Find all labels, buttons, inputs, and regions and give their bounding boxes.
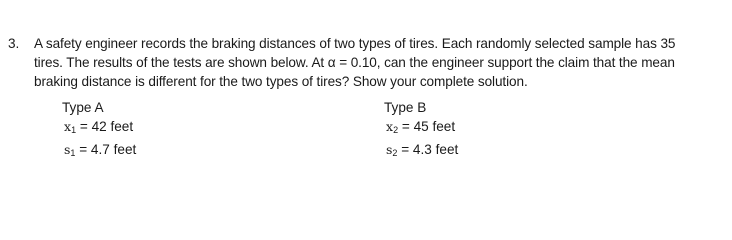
type-a-mean-symbol: x: [64, 119, 72, 134]
type-a-sd-subscript: 1: [70, 148, 76, 158]
type-a-mean-subscript: 1: [71, 125, 77, 135]
type-b-sd: [386, 140, 458, 163]
problem-statement: [34, 34, 732, 91]
sample-statistics: [8, 98, 728, 158]
type-b-mean-subscript: 2: [393, 125, 399, 135]
type-b-column: [384, 98, 458, 163]
type-b-sd-subscript: 2: [392, 148, 398, 158]
type-b-mean-symbol: x: [386, 119, 394, 134]
type-b-sd-value: = 4.3 feet: [397, 142, 459, 157]
type-b-sd-symbol: s: [386, 142, 393, 157]
statement-line-3: braking distance is different for the two types of tires? Show your complete solution.: [34, 74, 528, 89]
type-a-sd-symbol: s: [64, 142, 71, 157]
type-a-header: Type A: [62, 100, 104, 115]
statement-line-1: A safety engineer records the braking distances of two types of tires. Each randomly selected sample has 35: [34, 36, 676, 51]
type-a-mean: [64, 117, 136, 140]
problem-number: 3.: [8, 36, 20, 51]
type-b-mean-value: = 45 feet: [398, 119, 456, 134]
type-b-header: Type B: [384, 100, 427, 115]
type-a-mean-value: = 42 feet: [76, 119, 134, 134]
statement-line-2: tires. The results of the tests are shown below. At α = 0.10, can the engineer support the claim that the mean: [34, 55, 675, 70]
type-a-column: [62, 98, 136, 163]
type-a-sd-value: = 4.7 feet: [75, 142, 137, 157]
type-a-sd: [64, 140, 136, 163]
type-b-mean: [386, 117, 458, 140]
